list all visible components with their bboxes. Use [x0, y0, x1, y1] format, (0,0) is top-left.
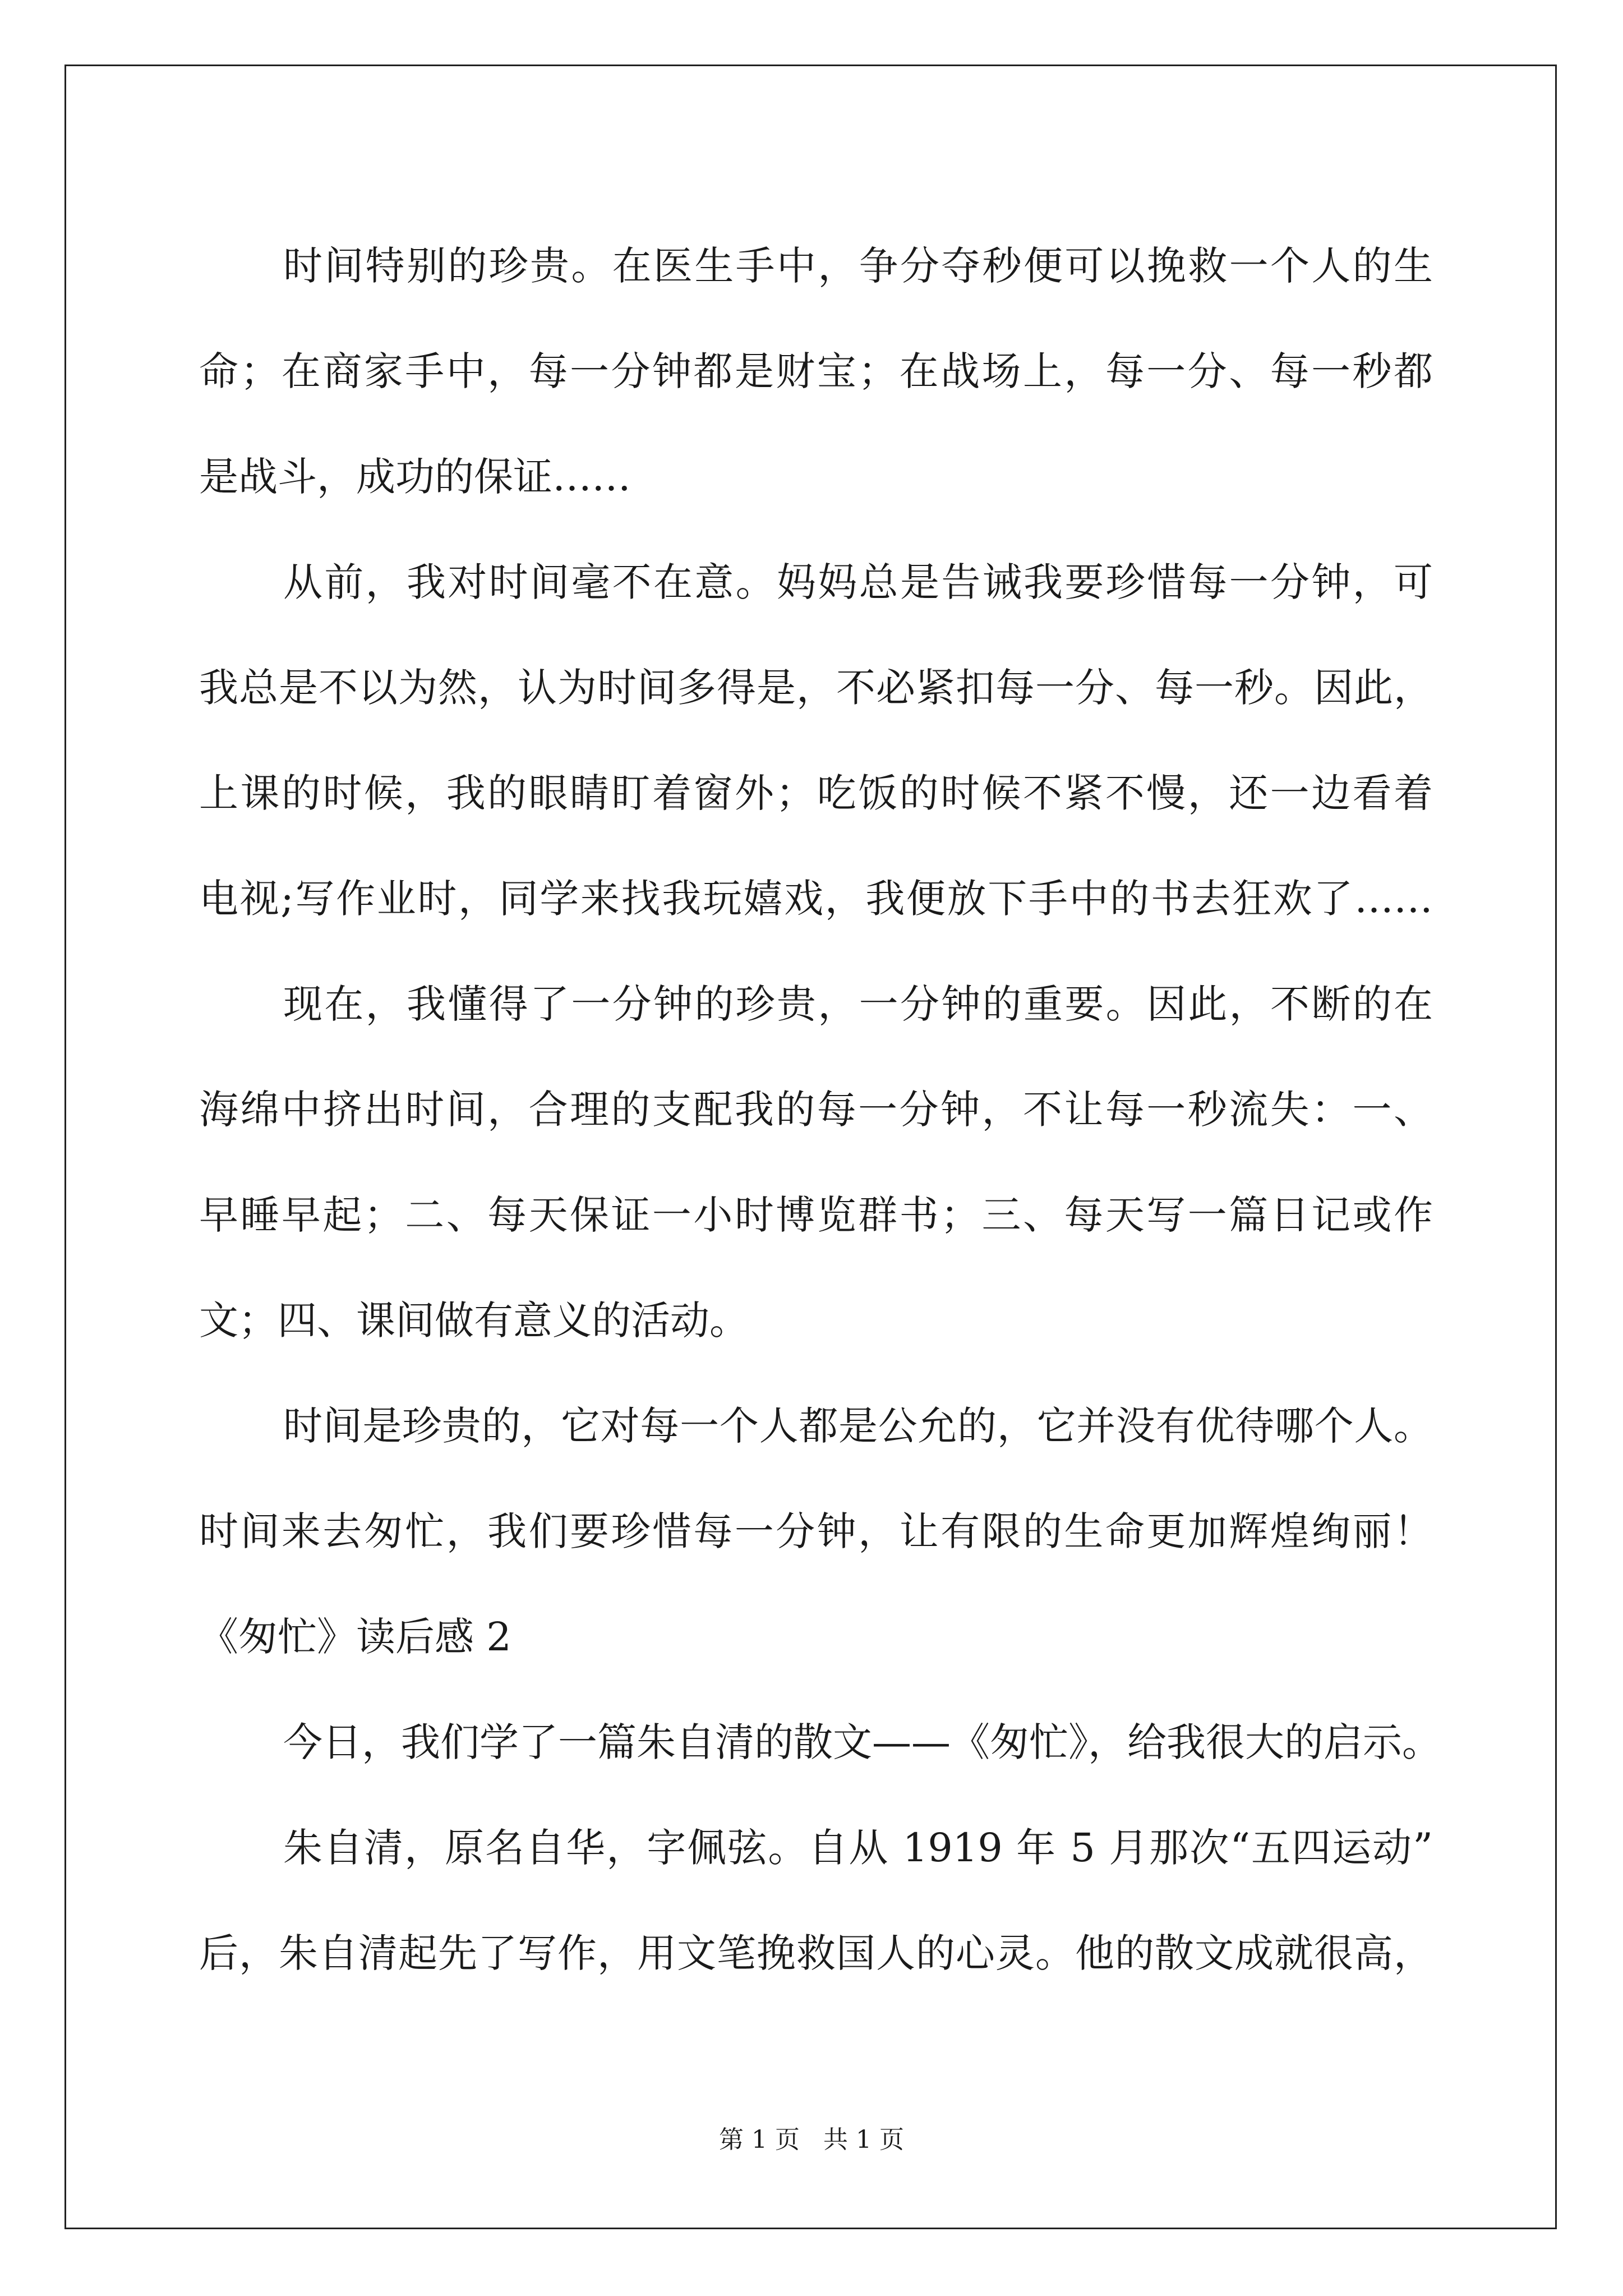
- page-number-footer: 第 1 页 共 1 页: [719, 2125, 904, 2154]
- paragraph-2-line-2: 我总是不以为然，认为时间多得是，不必紧扣每一分、每一秒。因此，: [199, 665, 1433, 711]
- paragraph-3-line-3: 早睡早起；二、每天保证一小时博览群书；三、每天写一篇日记或作: [199, 1192, 1433, 1238]
- paragraph-3-line-2: 海绵中挤出时间，合理的支配我的每一分钟，不让每一秒流失：一、: [199, 1087, 1433, 1133]
- paragraph-2-line-4: 电视;写作业时，同学来找我玩嬉戏，我便放下手中的书去狂欢了……: [199, 876, 1433, 922]
- paragraph-5-line-1: 今日，我们学了一篇朱自清的散文——《匆忙》，给我很大的启示。: [283, 1719, 1441, 1765]
- document-body: [199, 213, 1441, 2006]
- paragraph-1-line-2: 命；在商家手中，每一分钟都是财宝；在战场上，每一分、每一秒都: [199, 348, 1433, 394]
- paragraph-2-line-3: 上课的时候，我的眼睛盯着窗外；吃饭的时候不紧不慢，还一边看着: [199, 770, 1433, 816]
- section-heading: 《匆忙》读后感 2: [199, 1614, 511, 1660]
- paragraph-3-line-4: 文；四、课间做有意义的活动。: [199, 1297, 749, 1343]
- paragraph-1-line-3: 是战斗，成功的保证……: [199, 454, 631, 500]
- paragraph-6-line-1: 朱自清，原名自华，字佩弦。自从 1919 年 5 月那次“五四运动”: [283, 1825, 1433, 1871]
- paragraph-4-line-1: 时间是珍贵的，它对每一个人都是公允的，它并没有优待哪个人。: [283, 1403, 1433, 1449]
- paragraph-1-line-1: 时间特别的珍贵。在医生手中，争分夺秒便可以挽救一个人的生: [283, 243, 1433, 289]
- paragraph-4-line-2: 时间来去匆忙，我们要珍惜每一分钟，让有限的生命更加辉煌绚丽！: [199, 1508, 1433, 1554]
- paragraph-2-line-1: 从前，我对时间毫不在意。妈妈总是告诫我要珍惜每一分钟，可: [283, 559, 1433, 605]
- paragraph-3-line-1: 现在，我懂得了一分钟的珍贵，一分钟的重要。因此，不断的在: [283, 981, 1433, 1027]
- paragraph-6-line-2: 后，朱自清起先了写作，用文笔挽救国人的心灵。他的散文成就很高，: [199, 1930, 1433, 1976]
